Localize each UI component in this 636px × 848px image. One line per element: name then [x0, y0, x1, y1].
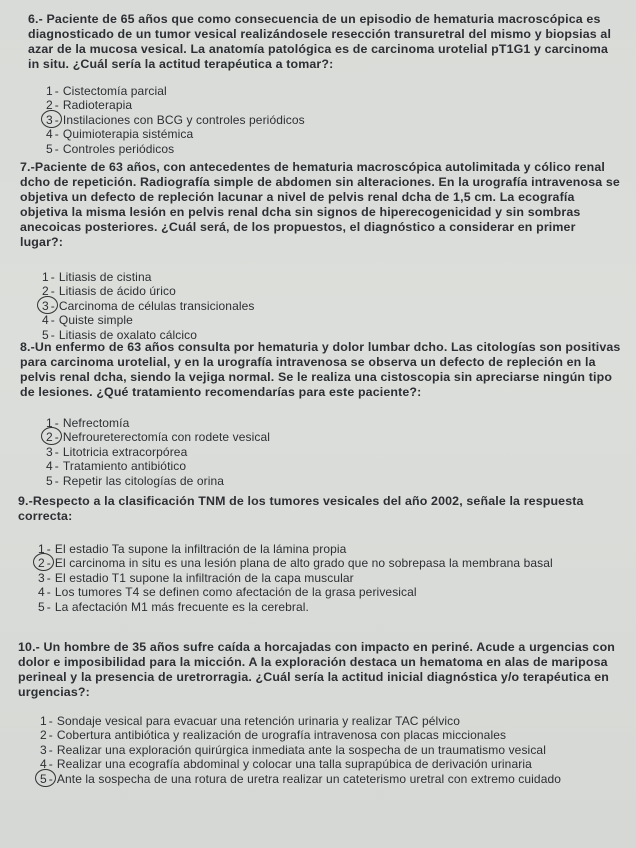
option-text: Quimioterapia sistémica	[62, 127, 194, 142]
option-2[interactable]: 2 - Litiasis de ácido úrico	[42, 284, 176, 299]
circled-answer-mark: 5	[40, 771, 47, 786]
option-number: 5	[46, 141, 53, 156]
option-number: 4	[40, 757, 47, 772]
option-2-circled[interactable]: 2 - Nefroureterectomía con rodete vesical	[46, 430, 271, 445]
option-4[interactable]: 4 - Quimioterapia sistémica	[46, 127, 194, 142]
option-5[interactable]: 5 - Controles periódicos	[46, 141, 175, 156]
option-text: Radioterapia	[62, 98, 133, 113]
option-number: 3	[46, 444, 53, 459]
option-4[interactable]: 4 - Realizar una ecografía abdominal y colocar una talla suprapúbica de derivación urinaria	[40, 757, 532, 772]
option-number: 5	[42, 327, 49, 342]
option-number: 1	[46, 416, 53, 430]
option-3-circled[interactable]: 3 - Carcinoma de células transicionales	[42, 298, 255, 313]
option-1[interactable]: 1 - Sondaje vesical para evacuar una retención urinaria y realizar TAC pélvico	[40, 714, 461, 728]
option-2[interactable]: 2 - Cobertura antibiótica y realización de urografía intravenosa con placas miccionales	[40, 728, 507, 743]
option-number: 1	[38, 542, 45, 556]
option-2[interactable]: 2 - Radioterapia	[46, 98, 133, 113]
option-text: Realizar una exploración quirúrgica inmediata ante la sospecha de un traumatismo vesical	[56, 742, 546, 757]
question-6	[0, 12, 636, 156]
option-text: Tratamiento antibiótico	[62, 459, 187, 474]
option-5[interactable]: 5 - La afectación M1 más frecuente es la cerebral.	[38, 599, 309, 614]
option-text: La afectación M1 más frecuente es la cerebral.	[54, 599, 309, 614]
option-2-circled[interactable]: 2 - El carcinoma in situ es una lesión plana de alto grado que no sobrepasa la membrana basal	[38, 556, 553, 571]
option-number: 5	[38, 599, 45, 614]
option-number: 4	[38, 585, 45, 600]
options-list	[46, 84, 636, 156]
question-stem: 10.- Un hombre de 35 años sufre caída a horcajadas con impacto en periné. Acude a urgencias con dolor e imposibilidad para la micción. A la exploración destaca un hematoma en alas de mariposa perineal y la presencia de uretrorragia. ¿Cuál sería la actitud inicial diagnóstica y/o terapéutica en urgencias?:	[18, 640, 616, 699]
option-number: 4	[46, 127, 53, 142]
circled-answer-mark: 2	[46, 430, 53, 445]
question-7	[0, 160, 636, 342]
question-10	[0, 640, 636, 786]
option-text: Controles periódicos	[62, 141, 175, 156]
option-number: 4	[42, 313, 49, 328]
option-number: 2	[42, 284, 49, 299]
option-number: 1	[42, 270, 49, 284]
option-1[interactable]: 1 - Litiasis de cistina	[42, 270, 152, 284]
circled-answer-mark: 2	[38, 556, 45, 571]
option-text: Cobertura antibiótica y realización de urografía intravenosa con placas miccionales	[56, 728, 507, 743]
option-text: Realizar una ecografía abdominal y colocar una talla suprapúbica de derivación urinaria	[56, 757, 532, 772]
option-number: 5	[46, 473, 53, 488]
question-stem: 7.-Paciente de 63 años, con antecedentes de hematuria macroscópica autolimitada y cólico renal dcho de repetición. Radiografía simple de abdomen sin alteraciones. En la urografía intravenosa se objetiva un defecto de repleción lacunar a nivel de pelvis renal dcha de 1,5 cm. La ecografía objetiva la misma lesión en pelvis renal dcha sin signos de hiperecogenicidad y sin sombras anecoicas posteriores. ¿Cuál será, de los propuestos, el diagnóstico a considerar en primer lugar?:	[20, 160, 620, 249]
option-4[interactable]: 4 - Los tumores T4 se definen como afectación de la grasa perivesical	[38, 585, 417, 600]
option-text: Litiasis de ácido úrico	[58, 284, 176, 299]
option-text: El estadio T1 supone la infiltración de la capa muscular	[54, 570, 354, 585]
question-stem: 6.- Paciente de 65 años que como consecuencia de un episodio de hematuria macroscópica es diagnosticado de un tumor vesical realizándosele resección transuretral del mismo y biopsias al azar de la mucosa vesical. La anatomía patológica es de carcinoma urotelial pT1G1 y carcinoma in situ. ¿Cuál sería la actitud terapéutica a tomar?:	[28, 12, 612, 71]
option-3[interactable]: 3 - Realizar una exploración quirúrgica inmediata ante la sospecha de un traumatismo vesical	[40, 742, 546, 757]
option-5-circled[interactable]: 5 - Ante la sospecha de una rotura de uretra realizar un cateterismo uretral con extremo cuidado	[40, 771, 562, 786]
option-text: Quiste simple	[58, 313, 133, 328]
option-text: Litiasis de cistina	[58, 270, 152, 284]
option-number: 1	[46, 84, 53, 98]
option-text: Carcinoma de células transicionales	[58, 298, 255, 313]
option-number: 2	[40, 728, 47, 743]
options-list	[42, 270, 636, 342]
options-list	[40, 714, 636, 786]
option-text: El estadio Ta supone la infiltración de la lámina propia	[54, 542, 347, 556]
option-text: El carcinoma in situ es una lesión plana de alto grado que no sobrepasa la membrana basal	[54, 556, 553, 571]
option-text: Litiasis de oxalato cálcico	[58, 327, 197, 342]
option-text: Instilaciones con BCG y controles periódicos	[62, 112, 305, 127]
option-3-circled[interactable]: 3 - Instilaciones con BCG y controles periódicos	[46, 112, 305, 127]
option-number: 1	[40, 714, 47, 728]
option-5[interactable]: 5 - Litiasis de oxalato cálcico	[42, 327, 197, 342]
option-5[interactable]: 5 - Repetir las citologías de orina	[46, 473, 225, 488]
option-4[interactable]: 4 - Tratamiento antibiótico	[46, 459, 187, 474]
option-text: Cistectomía parcial	[62, 84, 167, 98]
circled-answer-mark: 3	[46, 112, 53, 127]
option-number: 2	[46, 98, 53, 113]
option-text: Sondaje vesical para evacuar una retención urinaria y realizar TAC pélvico	[56, 714, 461, 728]
option-3[interactable]: 3 - El estadio T1 supone la infiltración de la capa muscular	[38, 570, 354, 585]
question-stem: 9.-Respecto a la clasificación TNM de los tumores vesicales del año 2002, señale la respuesta correcta:	[18, 494, 584, 523]
option-1[interactable]: 1 - El estadio Ta supone la infiltración de la lámina propia	[38, 542, 347, 556]
option-text: Repetir las citologías de orina	[62, 473, 225, 488]
option-text: Litotricia extracorpórea	[62, 444, 188, 459]
option-text: Los tumores T4 se definen como afectación de la grasa perivesical	[54, 585, 417, 600]
question-stem: 8.-Un enfermo de 63 años consulta por hematuria y dolor lumbar dcho. Las citologías son positivas para carcinoma urotelial, y en la urografía intravenosa se observa un defecto de repleción en la pelvis renal dcha, siendo la vejiga normal. Se le realiza una cistoscopia sin apreciarse ningún tipo de lesiones. ¿Qué tratamiento recomendarías para este paciente?:	[20, 340, 621, 399]
options-list	[38, 542, 636, 614]
option-text: Nefroureterectomía con rodete vesical	[62, 430, 271, 445]
option-3[interactable]: 3 - Litotricia extracorpórea	[46, 444, 188, 459]
option-number: 3	[40, 742, 47, 757]
options-list	[46, 416, 636, 488]
question-9	[0, 494, 636, 614]
question-8	[0, 340, 636, 488]
option-number: 4	[46, 459, 53, 474]
option-1[interactable]: 1 - Nefrectomía	[46, 416, 130, 430]
option-number: 3	[38, 570, 45, 585]
option-text: Ante la sospecha de una rotura de uretra realizar un cateterismo uretral con extremo cuidado	[56, 771, 562, 786]
option-4[interactable]: 4 - Quiste simple	[42, 313, 133, 328]
option-1[interactable]: 1 - Cistectomía parcial	[46, 84, 167, 98]
circled-answer-mark: 3	[42, 298, 49, 313]
option-text: Nefrectomía	[62, 416, 130, 430]
